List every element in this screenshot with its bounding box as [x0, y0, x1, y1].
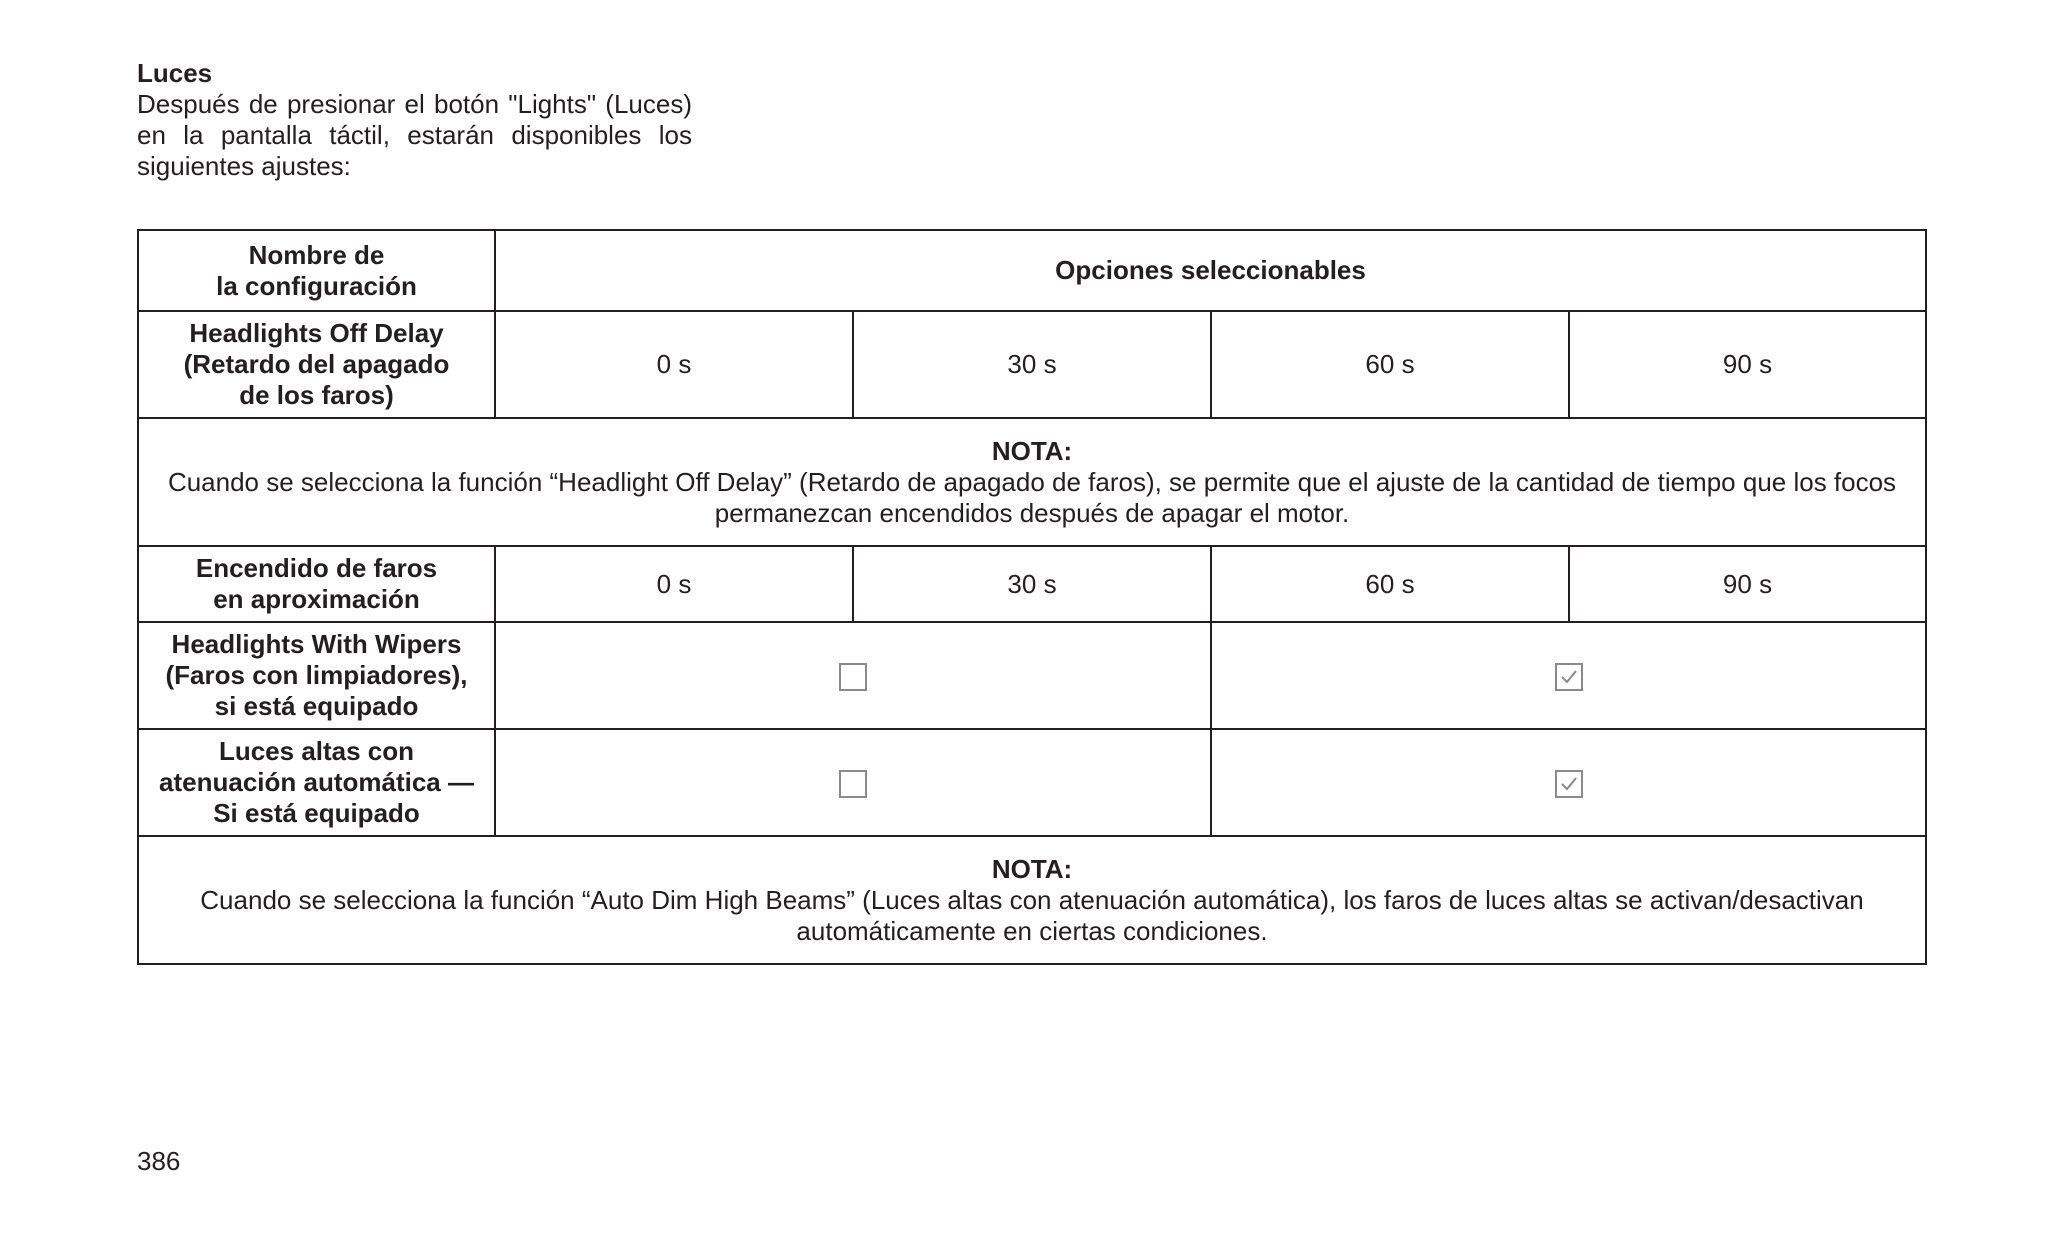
table-header-row: [138, 230, 1926, 311]
option-on-cell: [1211, 622, 1926, 729]
lights-settings-table: [137, 229, 1927, 965]
page-number: 386: [137, 1146, 181, 1176]
table-row-headlights-with-wipers: [138, 622, 1926, 729]
table-row-headlights-off-delay: [138, 311, 1926, 418]
option-30s: 30 s: [853, 311, 1211, 418]
checkbox-unchecked-icon: [839, 770, 867, 798]
option-60s: 60 s: [1211, 546, 1569, 622]
option-90s: 90 s: [1569, 546, 1926, 622]
table-row-note-2: [138, 836, 1926, 964]
row-label-headlights-with-wipers: Headlights With Wipers (Faros con limpiadores), si está equipado: [138, 622, 495, 729]
checkbox-checked-icon: [1555, 663, 1583, 691]
checkbox-checked-icon: [1555, 770, 1583, 798]
note-label: NOTA:: [991, 435, 1073, 466]
row-label-approach-lighting: Encendido de faros en aproximación: [138, 546, 495, 622]
table-row-auto-high-beams: [138, 729, 1926, 836]
row-label-auto-high-beams: Luces altas con atenuación automática — Si está equipado: [138, 729, 495, 836]
option-0s: 0 s: [495, 311, 853, 418]
table-row-approach-lighting: [138, 546, 1926, 622]
option-off-cell: [495, 729, 1211, 836]
checkbox-unchecked-icon: [839, 663, 867, 691]
option-off-cell: [495, 622, 1211, 729]
note-box: [138, 836, 1926, 964]
option-30s: 30 s: [853, 546, 1211, 622]
header-selectable-options: Opciones seleccionables: [495, 230, 1926, 311]
option-0s: 0 s: [495, 546, 853, 622]
intro-section: [137, 58, 692, 182]
intro-paragraph: Después de presionar el botón "Lights" (Luces) en la pantalla táctil, estarán disponibles los siguientes ajustes:: [137, 89, 692, 181]
note-box: [138, 418, 1926, 546]
header-setting-name: Nombre de la configuración: [138, 230, 495, 311]
note-text: Cuando se selecciona la función “Auto Dim High Beams” (Luces altas con atenuación automática), los faros de luces altas se activan/desactivan automáticamente en ciertas condiciones.: [200, 884, 1864, 946]
option-90s: 90 s: [1569, 311, 1926, 418]
option-60s: 60 s: [1211, 311, 1569, 418]
section-title: Luces: [137, 58, 213, 88]
note-label: NOTA:: [991, 853, 1073, 884]
table-row-note-1: [138, 418, 1926, 546]
option-on-cell: [1211, 729, 1926, 836]
row-label-headlights-off-delay: Headlights Off Delay (Retardo del apagado de los faros): [138, 311, 495, 418]
note-text: Cuando se selecciona la función “Headlight Off Delay” (Retardo de apagado de faros), se permite que el ajuste de la cantidad de tiempo que los focos permanezcan encendidos después de apagar el motor.: [167, 466, 1897, 528]
